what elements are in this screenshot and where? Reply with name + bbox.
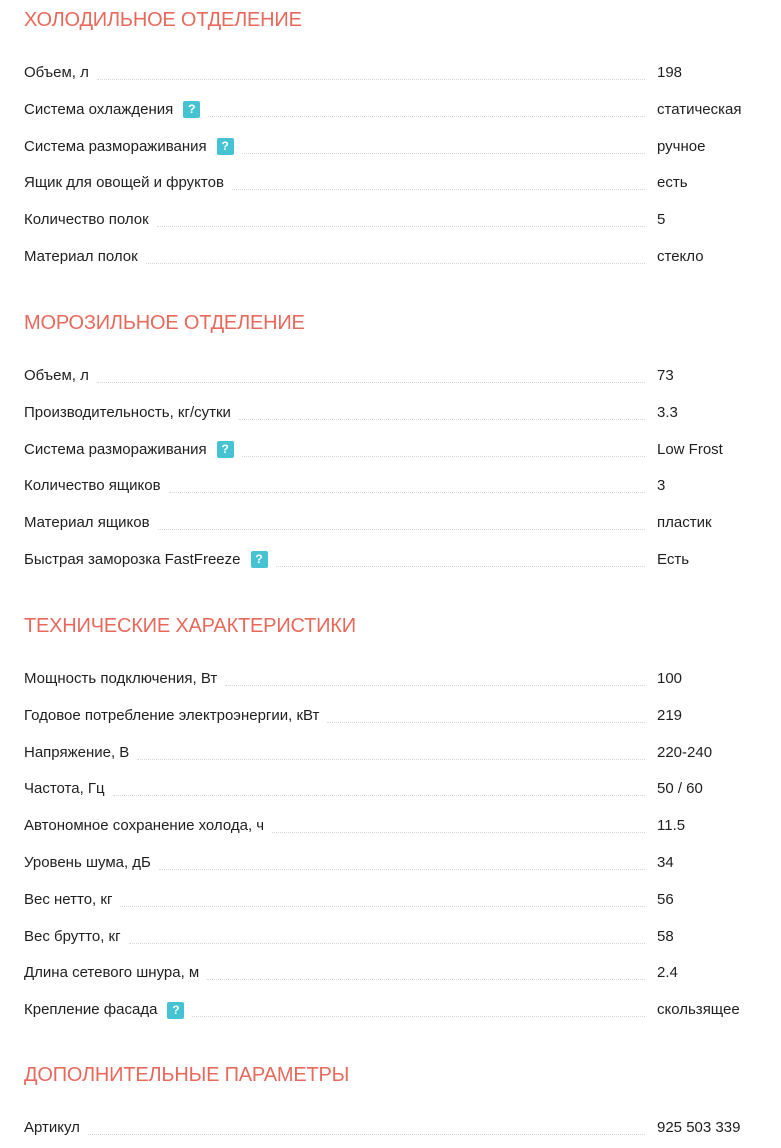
spec-label: Система размораживания <box>24 137 207 155</box>
leader-dots <box>276 566 646 567</box>
spec-row <box>24 763 757 800</box>
leader-dots <box>169 492 645 493</box>
spec-label: Артикул <box>24 1119 80 1136</box>
spec-row <box>24 947 757 984</box>
spec-row <box>24 386 757 423</box>
help-icon[interactable]: ? <box>183 101 200 118</box>
spec-section <box>24 8 757 267</box>
spec-value: 50 / 60 <box>657 780 703 798</box>
spec-label: Крепление фасада <box>24 1001 158 1019</box>
spec-label: Вес брутто, кг <box>24 927 121 945</box>
leader-dots <box>120 906 645 907</box>
spec-label: Объем, л <box>24 64 89 81</box>
leader-dots <box>232 189 645 190</box>
leader-dots <box>272 832 645 833</box>
help-icon[interactable]: ? <box>217 138 234 155</box>
spec-rows <box>24 63 757 267</box>
spec-value: Low Frost <box>657 440 723 458</box>
spec-row <box>24 689 757 726</box>
spec-row <box>24 83 757 120</box>
spec-label-wrap <box>24 210 149 230</box>
spec-label-wrap <box>24 476 161 496</box>
spec-label-wrap <box>24 963 199 983</box>
spec-label: Годовое потребление электроэнергии, кВт <box>24 706 320 724</box>
spec-label-wrap <box>24 440 234 460</box>
spec-label: Объем, л <box>24 367 89 384</box>
spec-value: ручное <box>657 137 706 155</box>
spec-label-wrap <box>24 779 105 799</box>
leader-dots <box>225 685 645 686</box>
spec-value: Есть <box>657 550 690 568</box>
section-title: ДОПОЛНИТЕЛЬНЫЕ ПАРАМЕТРЫ <box>24 1064 350 1086</box>
leader-dots <box>146 263 645 264</box>
leader-dots <box>159 869 645 870</box>
spec-label-wrap <box>24 137 234 157</box>
help-icon[interactable]: ? <box>167 1002 184 1019</box>
spec-row <box>24 157 757 194</box>
spec-row <box>24 366 757 386</box>
spec-label: Уровень шума, дБ <box>24 853 151 871</box>
spec-row <box>24 120 757 157</box>
leader-dots <box>129 943 645 944</box>
help-icon[interactable]: ? <box>251 551 268 568</box>
spec-row <box>24 836 757 873</box>
leader-dots <box>242 456 645 457</box>
spec-row <box>24 983 757 1020</box>
spec-row <box>24 423 757 460</box>
spec-value: 73 <box>657 367 674 384</box>
spec-label-wrap <box>24 366 89 386</box>
spec-rows <box>24 366 757 570</box>
spec-section <box>24 1063 757 1138</box>
spec-value: 11.5 <box>657 817 686 835</box>
spec-label-wrap <box>24 100 200 120</box>
spec-label: Количество ящиков <box>24 477 161 495</box>
spec-label: Количество полок <box>24 211 149 229</box>
spec-label: Система размораживания <box>24 440 207 458</box>
spec-label-wrap <box>24 247 138 267</box>
spec-label-wrap <box>24 1000 184 1020</box>
spec-label-wrap <box>24 173 224 193</box>
spec-value: 34 <box>657 853 674 871</box>
spec-rows <box>24 1118 757 1138</box>
leader-dots <box>192 1016 645 1017</box>
spec-value: 5 <box>657 211 666 229</box>
spec-label: Система охлаждения <box>24 100 174 118</box>
leader-dots <box>158 529 645 530</box>
spec-label: Мощность подключения, Вт <box>24 670 218 687</box>
spec-value: есть <box>657 174 688 192</box>
spec-label: Частота, Гц <box>24 780 105 798</box>
spec-label: Ящик для овощей и фруктов <box>24 174 224 192</box>
leader-dots <box>88 1134 645 1135</box>
spec-label: Материал ящиков <box>24 514 150 532</box>
spec-row <box>24 669 757 689</box>
spec-value: 219 <box>657 706 683 724</box>
spec-label: Производительность, кг/сутки <box>24 403 231 421</box>
spec-row <box>24 910 757 947</box>
spec-label: Длина сетевого шнура, м <box>24 964 200 982</box>
spec-value: стекло <box>657 247 704 265</box>
spec-value: 198 <box>657 64 683 81</box>
spec-row <box>24 1118 757 1138</box>
leader-dots <box>207 979 645 980</box>
section-title: ХОЛОДИЛЬНОЕ ОТДЕЛЕНИЕ <box>24 9 302 31</box>
spec-label-wrap <box>24 853 151 873</box>
spec-label: Материал полок <box>24 247 138 265</box>
spec-label-wrap <box>24 63 89 83</box>
spec-row <box>24 460 757 497</box>
leader-dots <box>208 116 645 117</box>
spec-row <box>24 873 757 910</box>
spec-row <box>24 230 757 267</box>
spec-label-wrap <box>24 513 150 533</box>
spec-value: 220-240 <box>657 743 713 761</box>
spec-label-wrap <box>24 890 112 910</box>
section-title: МОРОЗИЛЬНОЕ ОТДЕЛЕНИЕ <box>24 312 305 334</box>
spec-value: 925 503 339 <box>657 1119 741 1136</box>
spec-label-wrap <box>24 743 129 763</box>
spec-value: пластик <box>657 514 712 532</box>
spec-value: 3 <box>657 477 666 495</box>
spec-section <box>24 614 757 1020</box>
spec-label: Напряжение, В <box>24 743 130 761</box>
leader-dots <box>239 419 645 420</box>
leader-dots <box>113 795 645 796</box>
spec-value: статическая <box>657 100 742 118</box>
leader-dots <box>137 759 645 760</box>
leader-dots <box>242 153 645 154</box>
spec-rows <box>24 669 757 1020</box>
spec-label-wrap <box>24 403 231 423</box>
spec-value: скользящее <box>657 1001 740 1019</box>
spec-label-wrap <box>24 669 217 689</box>
spec-row <box>24 193 757 230</box>
leader-dots <box>327 722 645 723</box>
spec-value: 100 <box>657 670 683 687</box>
spec-value: 3.3 <box>657 403 678 421</box>
leader-dots <box>97 382 645 383</box>
spec-row <box>24 496 757 533</box>
spec-label-wrap <box>24 706 319 726</box>
section-title: ТЕХНИЧЕСКИЕ ХАРАКТЕРИСТИКИ <box>24 615 356 637</box>
spec-label-wrap <box>24 550 268 570</box>
spec-value: 56 <box>657 890 674 908</box>
spec-label-wrap <box>24 1118 80 1138</box>
spec-value: 2.4 <box>657 964 678 982</box>
spec-row <box>24 533 757 570</box>
spec-label-wrap <box>24 816 264 836</box>
spec-label-wrap <box>24 927 121 947</box>
spec-row <box>24 726 757 763</box>
spec-label: Автономное сохранение холода, ч <box>24 817 265 835</box>
leader-dots <box>97 79 645 80</box>
spec-value: 58 <box>657 927 674 945</box>
help-icon[interactable]: ? <box>217 441 234 458</box>
spec-label: Быстрая заморозка FastFreeze <box>24 550 241 568</box>
spec-label: Вес нетто, кг <box>24 890 113 908</box>
spec-section <box>24 311 757 570</box>
spec-row <box>24 799 757 836</box>
spec-row <box>24 63 757 83</box>
leader-dots <box>157 226 645 227</box>
